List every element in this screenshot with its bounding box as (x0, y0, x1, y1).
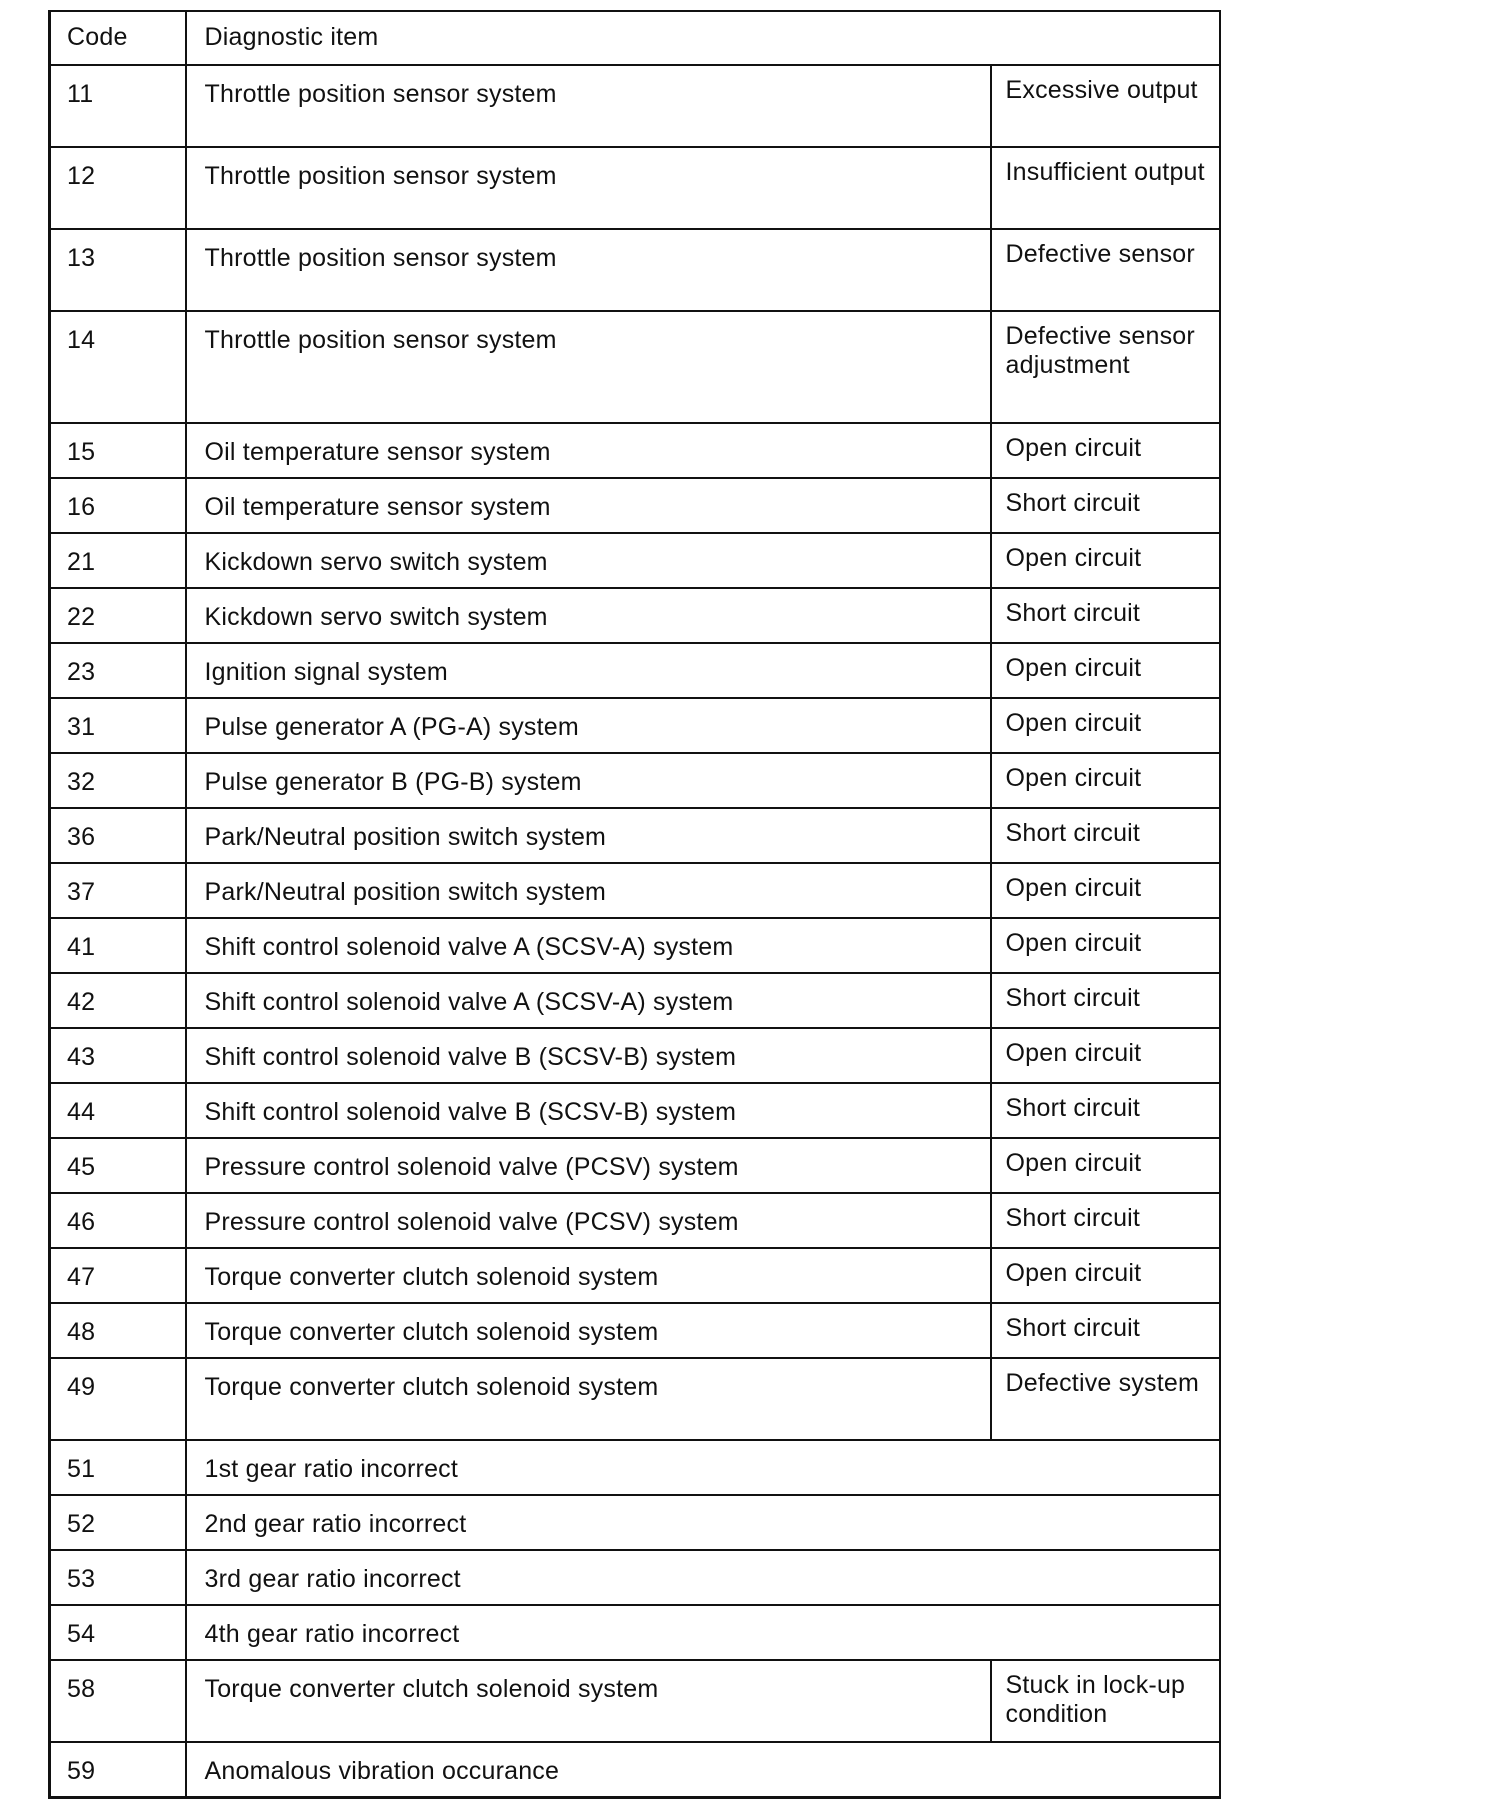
table-row (50, 1742, 1220, 1798)
table-row (50, 1440, 1220, 1495)
diagnostic-code-page (48, 10, 1218, 1799)
row-diagnostic-item: 1st gear ratio incorrect (186, 1440, 1220, 1495)
row-diagnostic-item: Park/Neutral position switch system (186, 863, 991, 918)
header-diagnostic-item: Diagnostic item (186, 11, 1220, 65)
row-code: 31 (50, 698, 186, 753)
table-row (50, 1248, 1220, 1303)
row-diagnostic-item: Pulse generator B (PG-B) system (186, 753, 991, 808)
table-row (50, 311, 1220, 423)
row-condition: Open circuit (991, 863, 1220, 918)
row-diagnostic-item: Torque converter clutch solenoid system (186, 1303, 991, 1358)
table-row (50, 423, 1220, 478)
table-row (50, 1028, 1220, 1083)
row-code: 36 (50, 808, 186, 863)
row-code: 49 (50, 1358, 186, 1440)
row-condition: Defective sensor adjustment (991, 311, 1220, 423)
row-diagnostic-item: Oil temperature sensor system (186, 423, 991, 478)
table-row (50, 1303, 1220, 1358)
row-code: 15 (50, 423, 186, 478)
table-row (50, 533, 1220, 588)
table-row (50, 65, 1220, 147)
row-diagnostic-item: Torque converter clutch solenoid system (186, 1660, 991, 1742)
header-code: Code (50, 11, 186, 65)
row-condition: Open circuit (991, 533, 1220, 588)
row-condition: Open circuit (991, 1138, 1220, 1193)
row-code: 37 (50, 863, 186, 918)
table-row (50, 808, 1220, 863)
row-code: 16 (50, 478, 186, 533)
row-condition: Short circuit (991, 1193, 1220, 1248)
row-diagnostic-item: Oil temperature sensor system (186, 478, 991, 533)
row-condition: Excessive output (991, 65, 1220, 147)
row-diagnostic-item: Kickdown servo switch system (186, 533, 991, 588)
table-row (50, 1495, 1220, 1550)
row-diagnostic-item: 4th gear ratio incorrect (186, 1605, 1220, 1660)
row-diagnostic-item: Shift control solenoid valve B (SCSV-B) system (186, 1083, 991, 1138)
row-diagnostic-item: Throttle position sensor system (186, 65, 991, 147)
table-row (50, 973, 1220, 1028)
row-condition: Defective system (991, 1358, 1220, 1440)
table-row (50, 863, 1220, 918)
table-row (50, 1605, 1220, 1660)
row-condition: Short circuit (991, 1083, 1220, 1138)
row-condition: Short circuit (991, 478, 1220, 533)
row-code: 46 (50, 1193, 186, 1248)
row-diagnostic-item: Kickdown servo switch system (186, 588, 991, 643)
row-condition: Short circuit (991, 1303, 1220, 1358)
row-code: 53 (50, 1550, 186, 1605)
table-row (50, 1193, 1220, 1248)
row-code: 47 (50, 1248, 186, 1303)
row-condition: Short circuit (991, 588, 1220, 643)
table-row (50, 1358, 1220, 1440)
row-condition: Open circuit (991, 1028, 1220, 1083)
row-code: 41 (50, 918, 186, 973)
row-diagnostic-item: Pressure control solenoid valve (PCSV) system (186, 1138, 991, 1193)
diagnostic-code-table (48, 10, 1221, 1799)
row-condition: Defective sensor (991, 229, 1220, 311)
row-condition: Insufficient output (991, 147, 1220, 229)
row-code: 58 (50, 1660, 186, 1742)
row-code: 22 (50, 588, 186, 643)
row-code: 44 (50, 1083, 186, 1138)
row-diagnostic-item: Shift control solenoid valve A (SCSV-A) system (186, 918, 991, 973)
row-diagnostic-item: Throttle position sensor system (186, 311, 991, 423)
row-condition: Short circuit (991, 808, 1220, 863)
row-condition: Open circuit (991, 1248, 1220, 1303)
row-code: 21 (50, 533, 186, 588)
row-diagnostic-item: Shift control solenoid valve B (SCSV-B) system (186, 1028, 991, 1083)
row-diagnostic-item: Shift control solenoid valve A (SCSV-A) system (186, 973, 991, 1028)
row-code: 54 (50, 1605, 186, 1660)
row-condition: Short circuit (991, 973, 1220, 1028)
row-diagnostic-item: Anomalous vibration occurance (186, 1742, 1220, 1798)
row-code: 48 (50, 1303, 186, 1358)
table-header-row (50, 11, 1220, 65)
row-code: 52 (50, 1495, 186, 1550)
row-diagnostic-item: Torque converter clutch solenoid system (186, 1248, 991, 1303)
table-row (50, 1083, 1220, 1138)
row-condition: Open circuit (991, 698, 1220, 753)
row-code: 13 (50, 229, 186, 311)
row-code: 14 (50, 311, 186, 423)
row-code: 51 (50, 1440, 186, 1495)
row-code: 42 (50, 973, 186, 1028)
row-condition: Stuck in lock-up condition (991, 1660, 1220, 1742)
table-row (50, 1660, 1220, 1742)
table-row (50, 643, 1220, 698)
row-condition: Open circuit (991, 643, 1220, 698)
row-diagnostic-item: Torque converter clutch solenoid system (186, 1358, 991, 1440)
table-row (50, 229, 1220, 311)
table-row (50, 478, 1220, 533)
table-row (50, 698, 1220, 753)
row-diagnostic-item: Ignition signal system (186, 643, 991, 698)
table-row (50, 753, 1220, 808)
table-row (50, 1138, 1220, 1193)
row-diagnostic-item: Pressure control solenoid valve (PCSV) system (186, 1193, 991, 1248)
row-diagnostic-item: Throttle position sensor system (186, 229, 991, 311)
row-diagnostic-item: 3rd gear ratio incorrect (186, 1550, 1220, 1605)
row-code: 59 (50, 1742, 186, 1798)
row-diagnostic-item: Throttle position sensor system (186, 147, 991, 229)
row-code: 45 (50, 1138, 186, 1193)
row-code: 32 (50, 753, 186, 808)
row-code: 12 (50, 147, 186, 229)
row-code: 43 (50, 1028, 186, 1083)
table-row (50, 147, 1220, 229)
table-row (50, 918, 1220, 973)
row-diagnostic-item: 2nd gear ratio incorrect (186, 1495, 1220, 1550)
row-condition: Open circuit (991, 753, 1220, 808)
row-code: 11 (50, 65, 186, 147)
row-diagnostic-item: Park/Neutral position switch system (186, 808, 991, 863)
row-code: 23 (50, 643, 186, 698)
row-condition: Open circuit (991, 423, 1220, 478)
table-row (50, 588, 1220, 643)
row-condition: Open circuit (991, 918, 1220, 973)
table-row (50, 1550, 1220, 1605)
row-diagnostic-item: Pulse generator A (PG-A) system (186, 698, 991, 753)
